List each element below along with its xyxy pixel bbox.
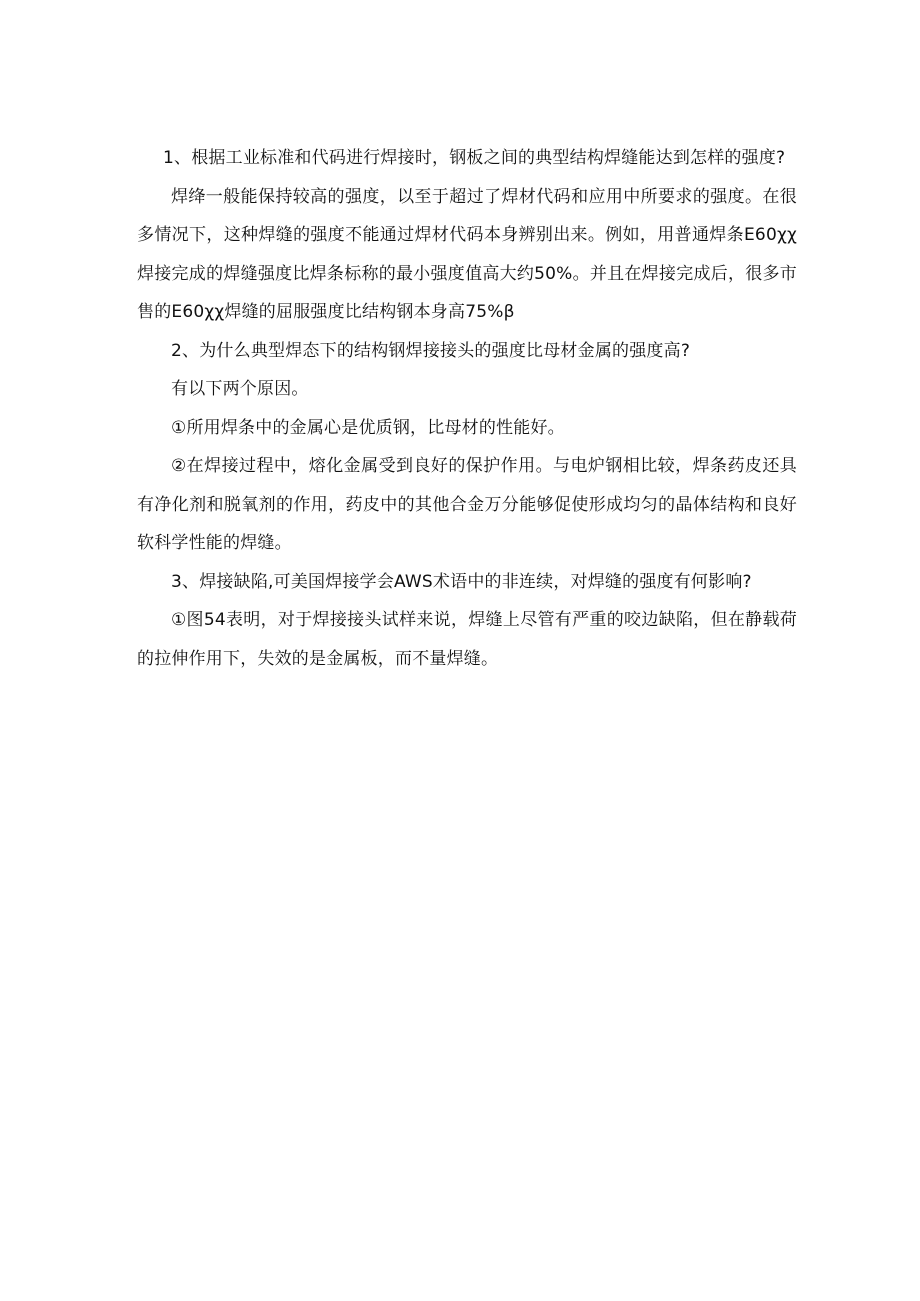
question-2: 2、为什么典型焊态下的结构钢焊接接头的强度比母材金属的强度高?	[171, 340, 691, 361]
answer-3-point-1: ①图54表明，对于焊接接头试样来说，焊缝上尽管有严重的咬边缺陷，但在静载荷的拉伸作用下，失效的是金属板，而不量焊缝。	[137, 610, 797, 669]
document-body	[137, 139, 797, 678]
answer-2-reason-1: ①所用焊条中的金属心是优质钢，比母材的性能好。	[171, 417, 565, 438]
question-3: 3、焊接缺陷,可美国焊接学会AWS术语中的非连续，对焊缝的强度有何影响?	[171, 571, 752, 592]
answer-2-reason-2: ②在焊接过程中，熔化金属受到良好的保护作用。与电炉钢相比较，焊条药皮还具有净化剂和脱氧剂的作用，药皮中的其他合金万分能够促使形成均匀的晶体结构和良好软科学性能的焊缝。	[137, 456, 797, 553]
question-1: 1、根据工业标准和代码进行焊接时，钢板之间的典型结构焊缝能达到怎样的强度?	[163, 148, 786, 168]
answer-2-intro: 有以下两个原因。	[171, 379, 309, 399]
answer-1: 焊绛一般能保持较高的强度，以至于超过了焊材代码和应用中所要求的强度。在很多情况下，这种焊缝的强度不能通过焊材代码本身辨别出来。例如，用普通焊条E60χχ焊接完成的焊缝强度比焊条标称的最小强度值高大约50%。并且在焊接完成后，很多市售的E60χχ焊缝的屈服强度比结构钢本身高75%β	[137, 186, 797, 322]
